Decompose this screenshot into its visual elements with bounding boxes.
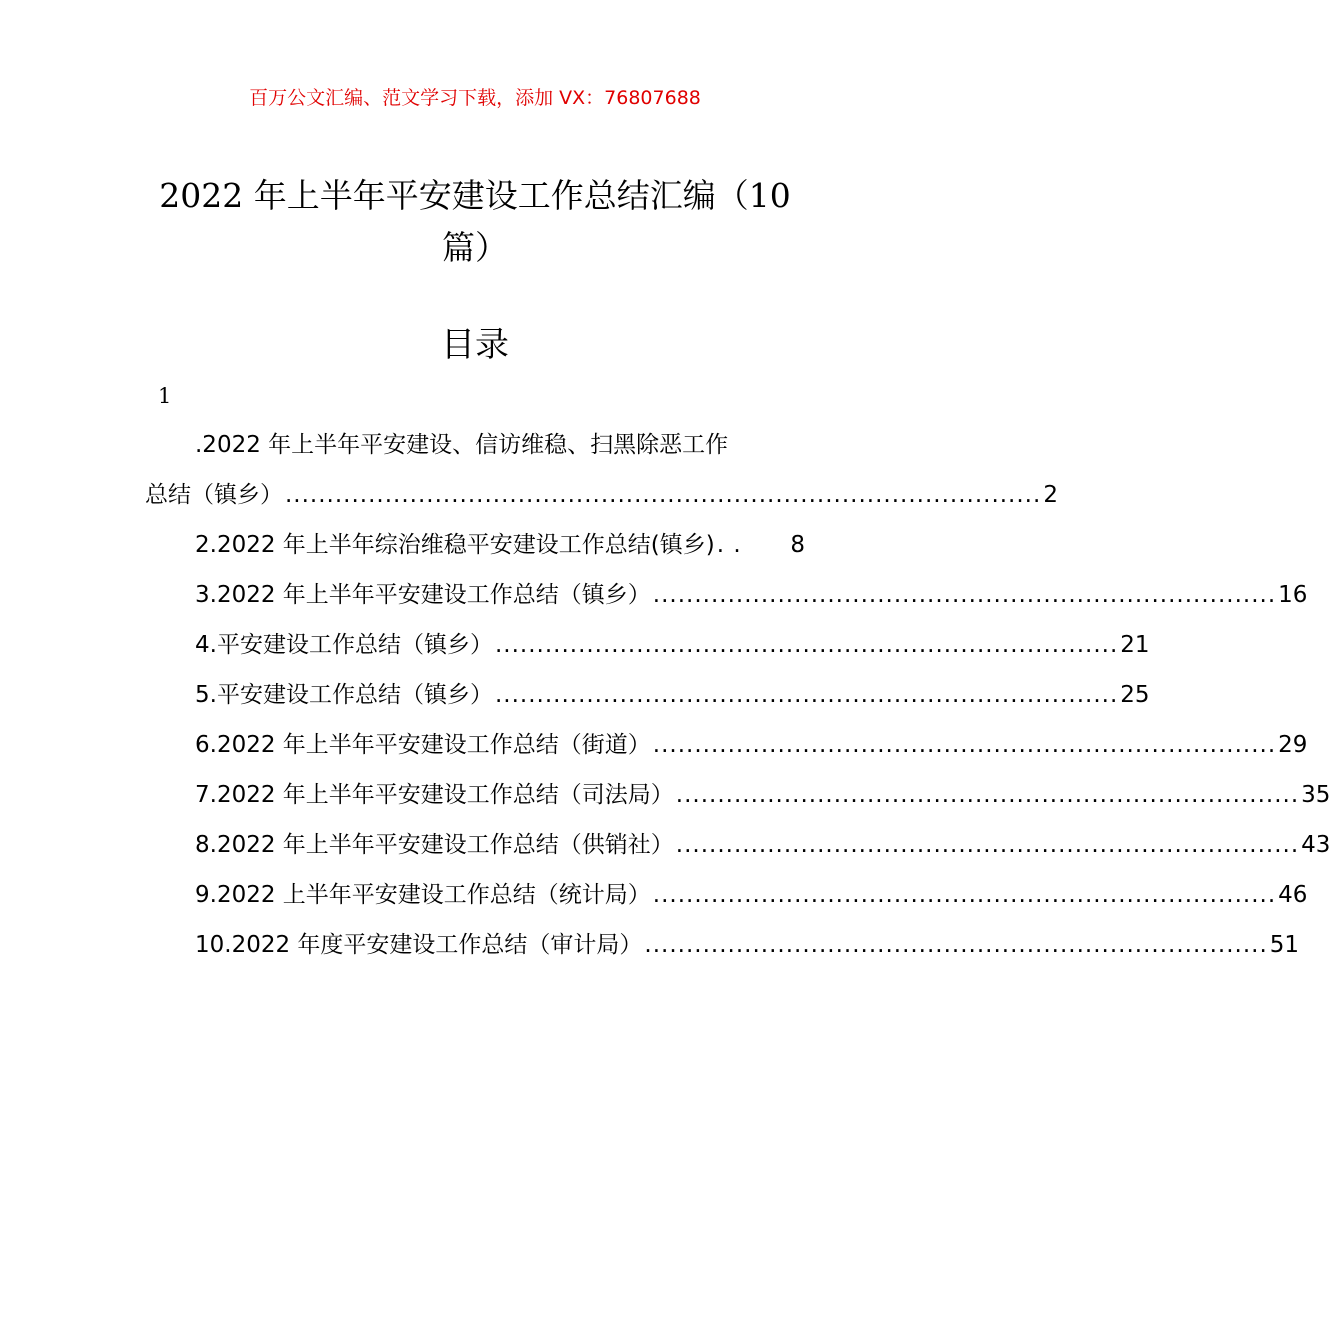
toc-entry-10[interactable] <box>145 920 1300 970</box>
toc-entry-label: 2.2022 年上半年综治维稳平安建设工作总结(镇乡) <box>195 532 715 558</box>
toc-dot-leader: ........................................................................... <box>494 682 1119 708</box>
toc-page-number: 43 <box>1301 832 1330 858</box>
toc-entry-label: 9.2022 上半年平安建设工作总结（统计局） <box>195 882 651 908</box>
toc-dot-leader: ........................................................................... <box>494 632 1119 658</box>
toc-entry-9[interactable] <box>145 870 1308 920</box>
toc-dot-leader: . . <box>716 532 742 558</box>
toc-dot-leader: ........................................................................................... <box>285 482 1042 508</box>
toc-entry-8[interactable] <box>145 820 1330 870</box>
toc-entry-continuation <box>145 470 1058 520</box>
toc-page-number: 25 <box>1120 682 1150 708</box>
toc-page-number: 51 <box>1269 932 1300 958</box>
toc-entry-5[interactable] <box>145 670 1150 720</box>
toc-entry-label: 10.2022 年度平安建设工作总结（审计局） <box>195 932 643 958</box>
toc-page-number: 21 <box>1120 632 1150 658</box>
document-title: 2022 年上半年平安建设工作总结汇编（10 篇） <box>159 176 791 267</box>
toc-entry-3[interactable] <box>145 570 1308 620</box>
toc-dot-leader: ........................................................................... <box>652 582 1277 608</box>
toc-entry-4[interactable] <box>145 620 1150 670</box>
header-promo-note: 百万公文汇编、范文学习下载，添加 VX：76807688 <box>249 87 701 109</box>
toc-entry-7[interactable] <box>145 770 1330 820</box>
toc-entry-label: 8.2022 年上半年平安建设工作总结（供销社） <box>195 832 674 858</box>
toc-dot-leader: ........................................................................... <box>675 782 1300 808</box>
list-marker: 1 <box>158 384 172 408</box>
toc-entry-label: 5.平安建设工作总结（镇乡） <box>195 682 493 708</box>
toc-entry-1[interactable] <box>145 420 1058 520</box>
toc-page-number: 2 <box>1043 482 1058 508</box>
toc-page-number: 16 <box>1278 582 1308 608</box>
toc-dot-leader: ........................................................................... <box>675 832 1300 858</box>
toc-dot-leader: ........................................................................... <box>644 932 1268 958</box>
toc-entry-label: .2022 年上半年平安建设、信访维稳、扫黑除恶工作 <box>195 432 729 458</box>
toc-entry-label: 7.2022 年上半年平安建设工作总结（司法局） <box>195 782 674 808</box>
toc-entry-6[interactable] <box>145 720 1308 770</box>
toc-page-number: 35 <box>1301 782 1330 808</box>
toc-entry-2[interactable] <box>145 520 805 570</box>
toc-entry-label-cont: 总结（镇乡） <box>145 482 283 508</box>
toc-page-number: 46 <box>1278 882 1308 908</box>
toc-dot-leader: ........................................................................... <box>652 732 1277 758</box>
toc-page-number: 8 <box>790 532 805 558</box>
toc-entry-label: 6.2022 年上半年平安建设工作总结（街道） <box>195 732 651 758</box>
toc-entry-label: 3.2022 年上半年平安建设工作总结（镇乡） <box>195 582 651 608</box>
toc-page-number: 29 <box>1278 732 1308 758</box>
table-of-contents <box>145 420 1330 970</box>
toc-dot-leader: ........................................................................... <box>652 882 1277 908</box>
toc-heading: 目录 <box>441 325 509 365</box>
toc-entry-label: 4.平安建设工作总结（镇乡） <box>195 632 493 658</box>
